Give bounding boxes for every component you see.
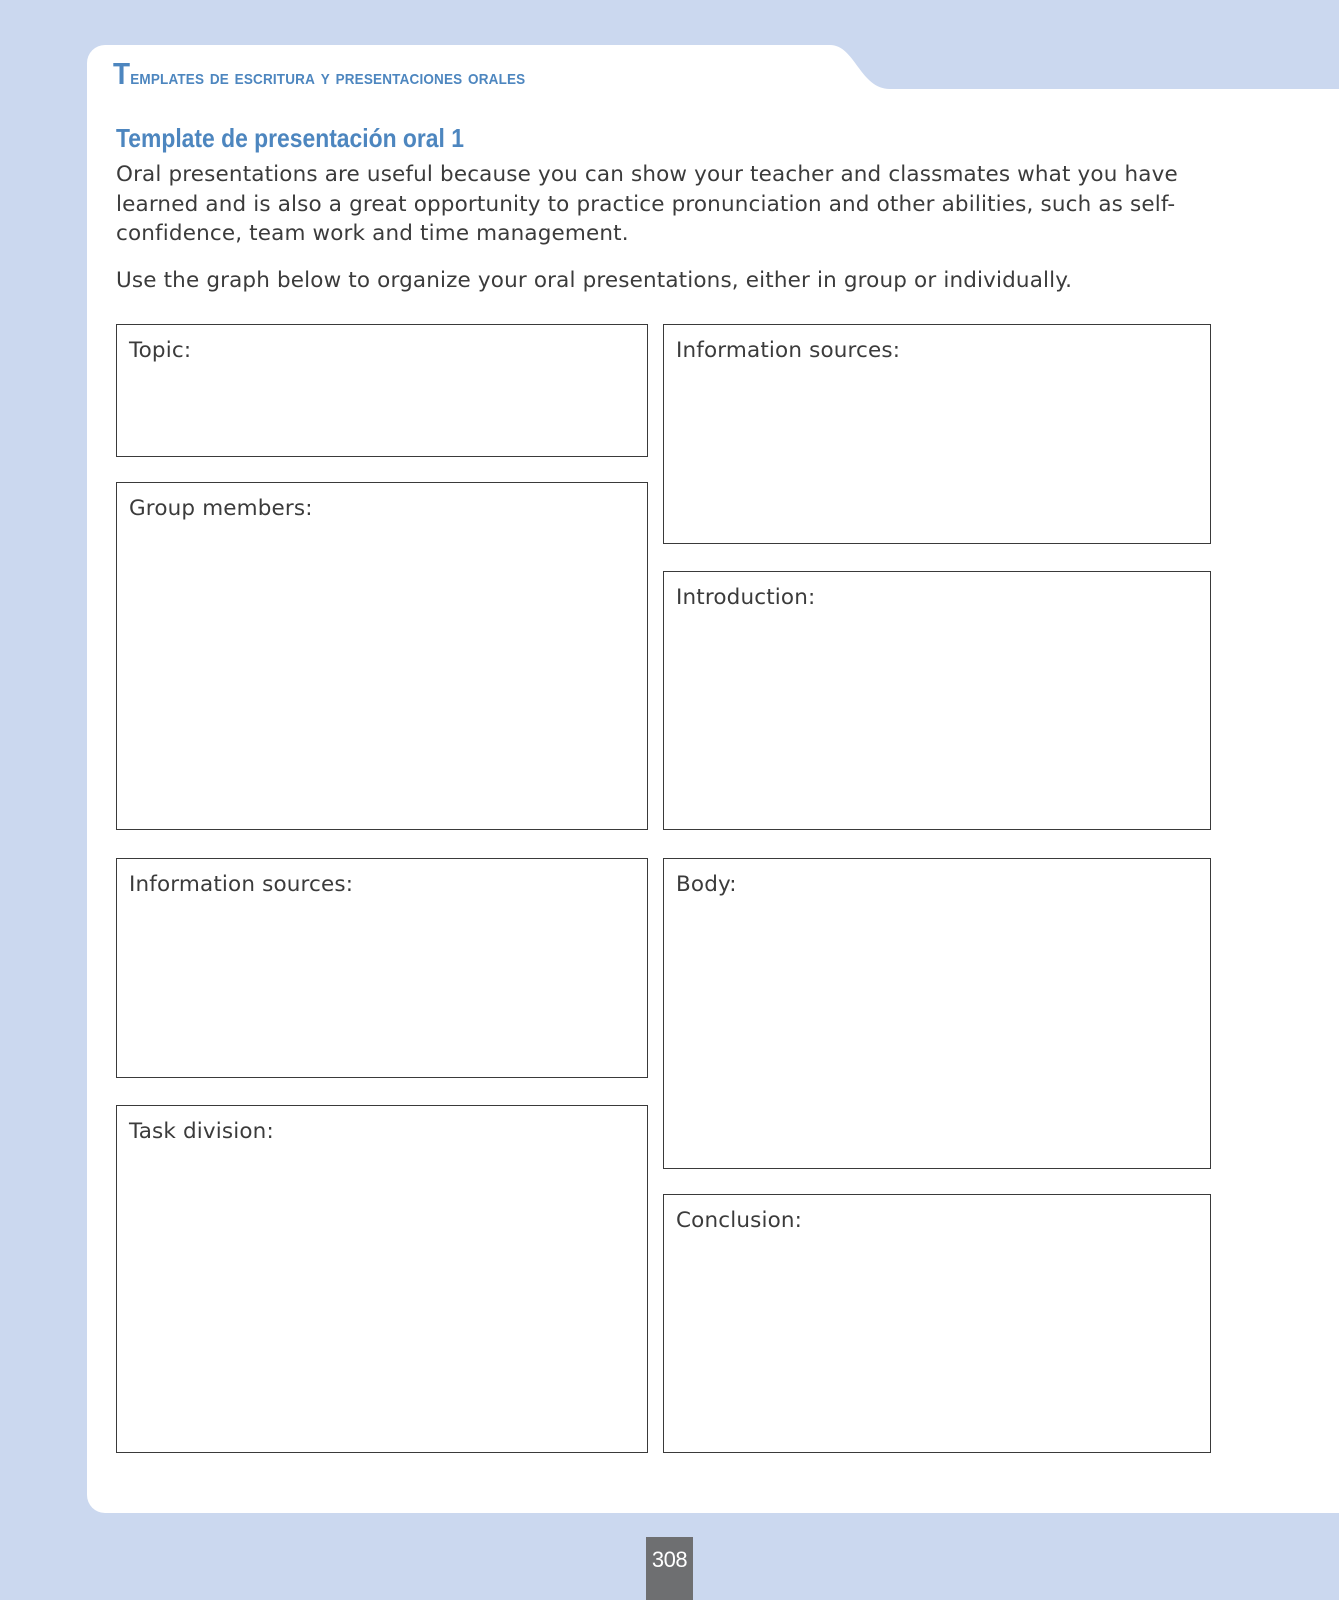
instruction-text: Use the graph below to organize your oral presentations, either in group or individually.	[116, 268, 1073, 293]
page-number: 308	[651, 1547, 688, 1572]
introduction-label: Introduction:	[676, 585, 816, 610]
section-header: Templates de escritura y presentaciones orales	[113, 56, 526, 91]
conclusion-box[interactable]	[663, 1194, 1211, 1453]
information-sources-left-label: Information sources:	[129, 872, 354, 897]
information-sources-right-box[interactable]	[663, 324, 1211, 544]
intro-paragraph: Oral presentations are useful because you can show your teacher and classmates what you have learned and is also a great opportunity to practice pronunciation and other abilities, such as self-confidence, team work and time management.	[116, 162, 1178, 246]
information-sources-left-box[interactable]	[116, 858, 648, 1078]
header-tab-notch	[780, 45, 1339, 89]
conclusion-label: Conclusion:	[676, 1208, 803, 1233]
information-sources-right-label: Information sources:	[676, 338, 901, 363]
task-division-label: Task division:	[129, 1119, 274, 1144]
template-title: Template de presentación oral 1	[116, 123, 464, 153]
topic-box[interactable]	[116, 324, 648, 457]
topic-label: Topic:	[129, 338, 192, 363]
group-members-box[interactable]	[116, 482, 648, 830]
introduction-box[interactable]	[663, 571, 1211, 830]
page-number-tab	[646, 1537, 693, 1600]
body-box[interactable]	[663, 858, 1211, 1169]
group-members-label: Group members:	[129, 496, 313, 521]
task-division-box[interactable]	[116, 1105, 648, 1453]
body-label: Body:	[676, 872, 737, 897]
